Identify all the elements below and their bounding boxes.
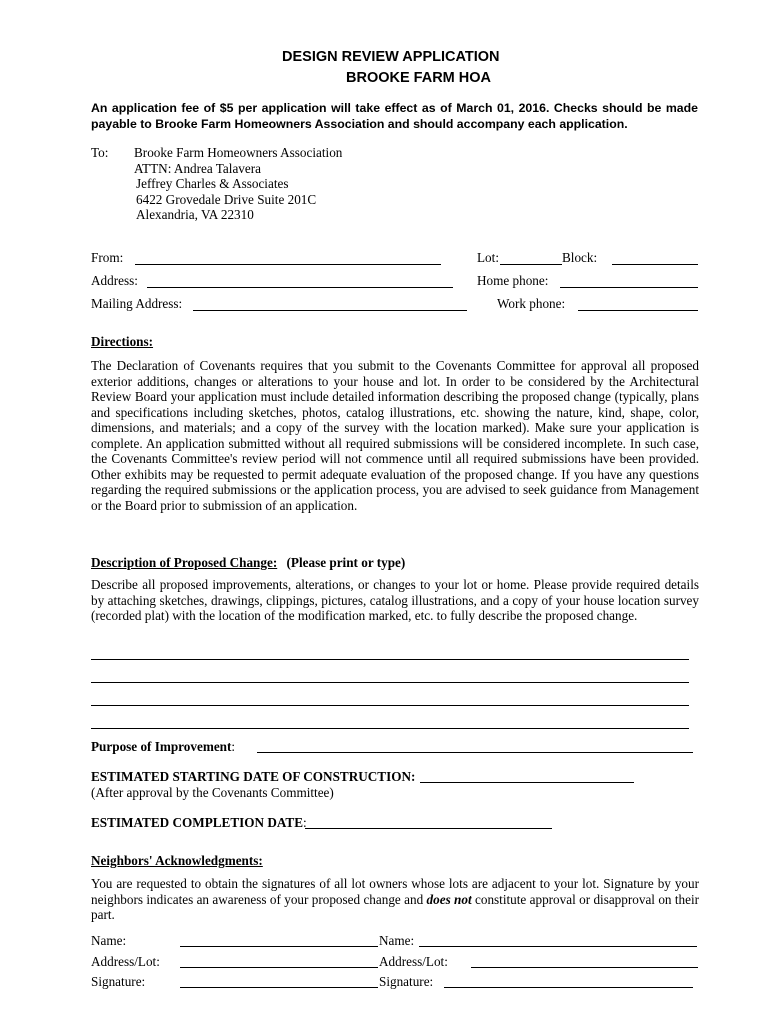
neighbor2-name-field[interactable] [419,946,697,947]
directions-text: The Declaration of Covenants requires that you submit to the Covenants Committee for approval all proposed exterior additions, changes or alterations to your house and lot. In order to be considered by the Architectural Review Board your application must include detailed information describing the proposed change (typically, plans and specifications including sketches, photos, catalog illustrations, etc. showing the nature, kind, shape, color, dimensions, and materials; and a copy of the survey with the location marked). Make sure your application is complete. An application submitted without all required submissions will be considered incomplete. In such case, the Covenants Committee's review period will not commence until all required submissions have been provided. Other exhibits may be requested to permit adequate evaluation of the proposed change. If you have any questions regarding the required submissions or the application process, you are advised to seek guidance from Management or the Board prior to submission of an application. [91,358,699,513]
address-label: Address: [91,273,138,288]
to-line-4: 6422 Grovedale Drive Suite 201C [136,191,317,207]
from-label: From: [91,250,124,265]
purpose-label: Purpose of Improvement [91,739,232,754]
to-line-5: Alexandria, VA 22310 [136,207,254,223]
to-line-1: Brooke Farm Homeowners Association [134,145,343,160]
block-label: Block: [562,250,598,265]
neighbor1-address-field[interactable] [180,967,378,968]
page-title: DESIGN REVIEW APPLICATION [282,49,500,65]
neighbor1-signature-label: Signature: [91,974,146,989]
start-date-note: (After approval by the Covenants Committee) [91,785,334,800]
home-phone-field[interactable] [560,287,698,288]
page-subtitle: BROOKE FARM HOA [346,70,491,86]
work-phone-field[interactable] [578,310,698,311]
description-line-2[interactable] [91,682,689,683]
neighbors-text-after: constitute approval or disapproval on their part. [91,891,700,922]
description-heading-row [91,555,405,571]
neighbor2-signature-field[interactable] [444,987,693,988]
description-heading: Description of Proposed Change: [91,555,278,570]
lot-label: Lot: [477,250,499,265]
neighbor1-signature-field[interactable] [180,987,378,988]
neighbor2-name-label: Name: [379,933,415,948]
neighbors-emphasis: does not [426,891,472,907]
neighbors-text [91,876,699,923]
to-line-2: ATTN: Andrea Talavera [134,160,261,176]
neighbor2-address-field[interactable] [471,967,698,968]
start-date-label: ESTIMATED STARTING DATE OF CONSTRUCTION: [91,769,416,784]
from-field[interactable] [135,264,441,265]
neighbors-heading: Neighbors' Acknowledgments: [91,853,263,868]
to-label: To: [91,145,109,160]
to-line-3: Jeffrey Charles & Associates [136,176,289,192]
neighbor1-name-field[interactable] [180,946,378,947]
purpose-label-row: Purpose of Improvement: [91,739,236,754]
neighbor2-signature-label: Signature: [379,974,434,989]
start-date-field[interactable] [420,782,634,783]
block-field[interactable] [612,264,698,265]
purpose-field[interactable] [257,752,693,753]
description-line-1[interactable] [91,659,689,660]
address-field[interactable] [147,287,453,288]
description-line-3[interactable] [91,705,689,706]
completion-field[interactable] [305,828,552,829]
directions-heading: Directions: [91,334,154,349]
completion-label-row: ESTIMATED COMPLETION DATE: [91,815,307,830]
work-phone-label: Work phone: [497,296,566,311]
to-address-block [134,145,342,223]
fee-notice: An application fee of $5 per application will take effect as of March 01, 2016. Checks should be made payable to Brooke Farm Homeowners Association and should accompany each application. [91,101,698,131]
mailing-address-label: Mailing Address: [91,296,183,311]
mailing-address-field[interactable] [193,310,467,311]
neighbors-text-before: You are requested to obtain the signatures of all lot owners whose lots are adjacent to your lot. Signature by your neighbors indicates an awareness of your proposed change and [91,876,699,907]
description-line-4[interactable] [91,728,689,729]
lot-field[interactable] [500,264,562,265]
completion-label: ESTIMATED COMPLETION DATE [91,815,304,830]
description-note: (Please print or type) [286,555,406,570]
home-phone-label: Home phone: [477,273,549,288]
neighbor1-name-label: Name: [91,933,127,948]
description-text: Describe all proposed improvements, alterations, or changes to your lot or home. Please provide required details by attaching sketches, drawings, clippings, pictures, catalog illustrations, and a copy of your house location survey (recorded plat) with the location of the modification marked, etc. to fully describe the proposed change. [91,577,699,623]
neighbor1-address-label: Address/Lot: [91,954,160,969]
neighbor2-address-label: Address/Lot: [379,954,448,969]
